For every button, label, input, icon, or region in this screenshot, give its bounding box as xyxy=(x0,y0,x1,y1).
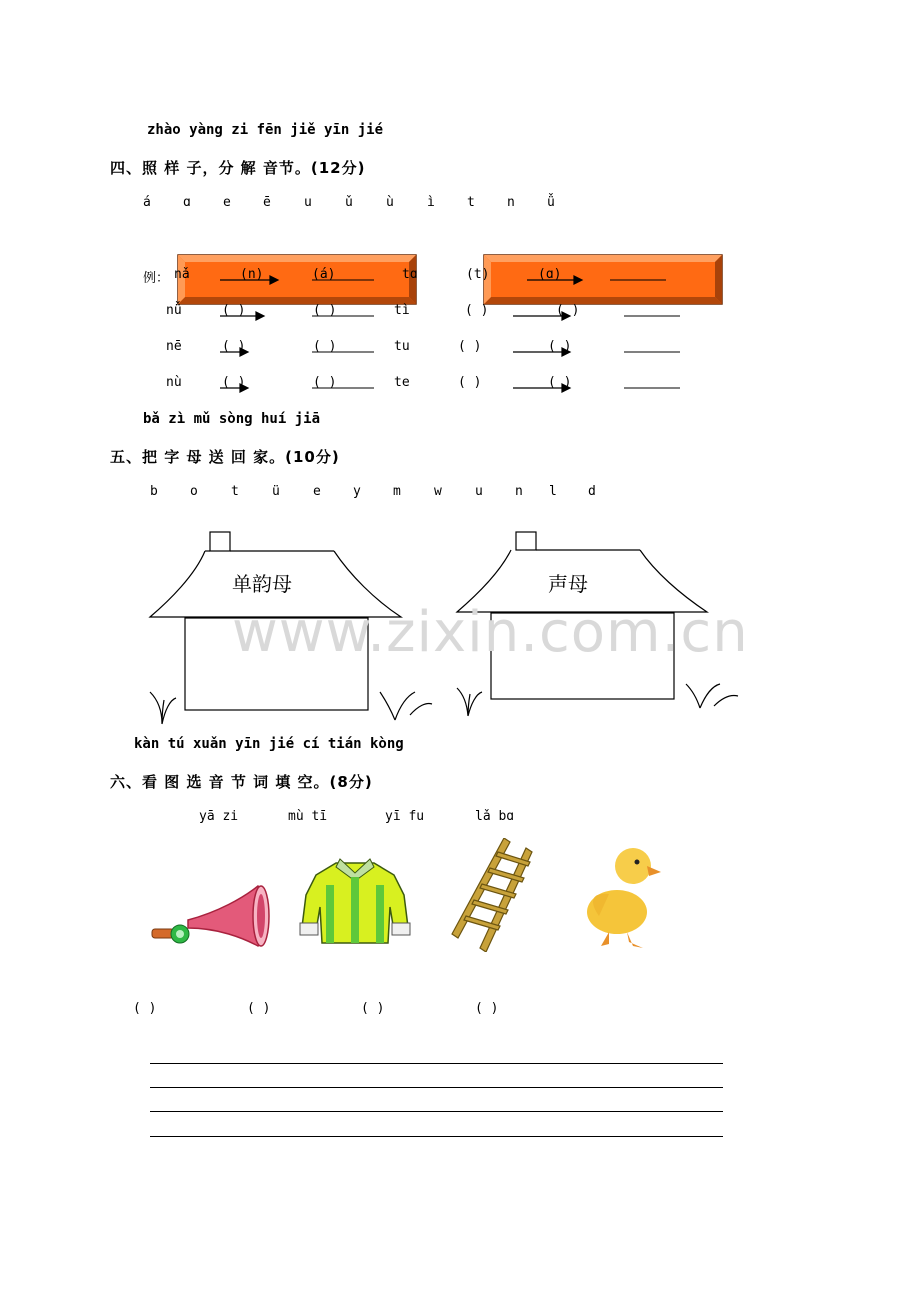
answer-blank[interactable]: ( ) xyxy=(475,1001,499,1016)
row3-right-syllable: te xyxy=(394,375,410,390)
row1-left-initial: ( ) xyxy=(222,303,246,318)
row2-right-final: ( ) xyxy=(548,339,572,354)
letter: t xyxy=(467,195,475,210)
row3-left-syllable: nù xyxy=(166,375,182,390)
writing-line[interactable] xyxy=(150,1111,723,1112)
row0-right-initial: (t) xyxy=(466,267,490,282)
letter: y xyxy=(353,484,361,499)
section4-heading: 四、照 样 子，分 解 音节。(12分) xyxy=(110,159,366,177)
horn-picture xyxy=(148,880,273,952)
ladder-picture xyxy=(450,838,534,952)
row3-left-final: ( ) xyxy=(313,375,337,390)
duckling-picture xyxy=(569,836,666,952)
row0-left-syllable: nǎ xyxy=(174,267,190,282)
letter: ǔ xyxy=(345,195,353,210)
letter: t xyxy=(231,484,239,499)
example-boxes xyxy=(0,0,920,420)
section6-pinyin: kàn tú xuǎn yīn jié cí tián kòng xyxy=(134,736,404,752)
row0-left-final: (á) xyxy=(312,267,336,282)
letter: ì xyxy=(427,195,435,210)
row0-right-syllable: tɑ xyxy=(402,267,418,282)
section4-pinyin: zhào yàng zi fēn jiě yīn jié xyxy=(147,122,384,138)
jacket-picture xyxy=(296,855,414,950)
row1-right-final: ( ) xyxy=(556,303,580,318)
writing-line[interactable] xyxy=(150,1087,723,1088)
row1-left-final: ( ) xyxy=(313,303,337,318)
letter: l xyxy=(549,484,557,499)
house-left-label: 单韵母 xyxy=(232,572,292,596)
letter: o xyxy=(190,484,198,499)
letter: ɑ xyxy=(183,195,191,210)
row0-right-final: (ɑ) xyxy=(538,267,562,282)
row2-right-initial: ( ) xyxy=(458,339,482,354)
section5-pinyin: bǎ zì mǔ sòng huí jiā xyxy=(143,411,321,427)
writing-line[interactable] xyxy=(150,1063,723,1064)
section6-heading: 六、看 图 选 音 节 词 填 空。(8分) xyxy=(110,773,373,791)
chimney-right xyxy=(516,532,536,550)
row3-right-final: ( ) xyxy=(548,375,572,390)
answer-blank[interactable]: ( ) xyxy=(361,1001,385,1016)
letter: u xyxy=(304,195,312,210)
letter: m xyxy=(393,484,401,499)
row2-left-initial: ( ) xyxy=(222,339,246,354)
row2-left-syllable: nē xyxy=(166,339,182,354)
letter: d xyxy=(588,484,596,499)
row1-right-syllable: tì xyxy=(394,303,410,318)
letter: ē xyxy=(263,195,271,210)
word-option: mù tī xyxy=(288,809,328,824)
answer-blank[interactable]: ( ) xyxy=(133,1001,157,1016)
row2-left-final: ( ) xyxy=(313,339,337,354)
letter: u xyxy=(475,484,483,499)
example-label: 例： xyxy=(143,271,170,286)
chimney-left xyxy=(210,532,230,551)
row3-right-initial: ( ) xyxy=(458,375,482,390)
letter: ǚ xyxy=(547,195,555,210)
word-option: lǎ bɑ xyxy=(475,809,515,824)
letter: ü xyxy=(272,484,280,499)
watermark: www.zixin.com.cn xyxy=(232,600,749,665)
row0-left-initial: (n) xyxy=(240,267,264,282)
row1-right-initial: ( ) xyxy=(465,303,489,318)
letter: b xyxy=(150,484,158,499)
letter: n xyxy=(507,195,515,210)
word-option: yī fu xyxy=(385,809,425,824)
letter: á xyxy=(143,195,151,210)
section5-heading: 五、把 字 母 送 回 家。(10分) xyxy=(110,448,340,466)
house-right-label: 声母 xyxy=(548,572,588,596)
letter: e xyxy=(313,484,321,499)
letter: w xyxy=(434,484,442,499)
letter: ù xyxy=(386,195,394,210)
row2-right-syllable: tu xyxy=(394,339,410,354)
example-box-right xyxy=(484,255,722,304)
word-option: yā zi xyxy=(199,809,239,824)
letter: n xyxy=(515,484,523,499)
letter: e xyxy=(223,195,231,210)
row1-left-syllable: nǚ xyxy=(166,303,182,318)
example-box-left xyxy=(178,255,416,304)
row3-left-initial: ( ) xyxy=(222,375,246,390)
grass-icons xyxy=(150,684,738,724)
answer-blank[interactable]: ( ) xyxy=(247,1001,271,1016)
writing-line[interactable] xyxy=(150,1136,723,1137)
